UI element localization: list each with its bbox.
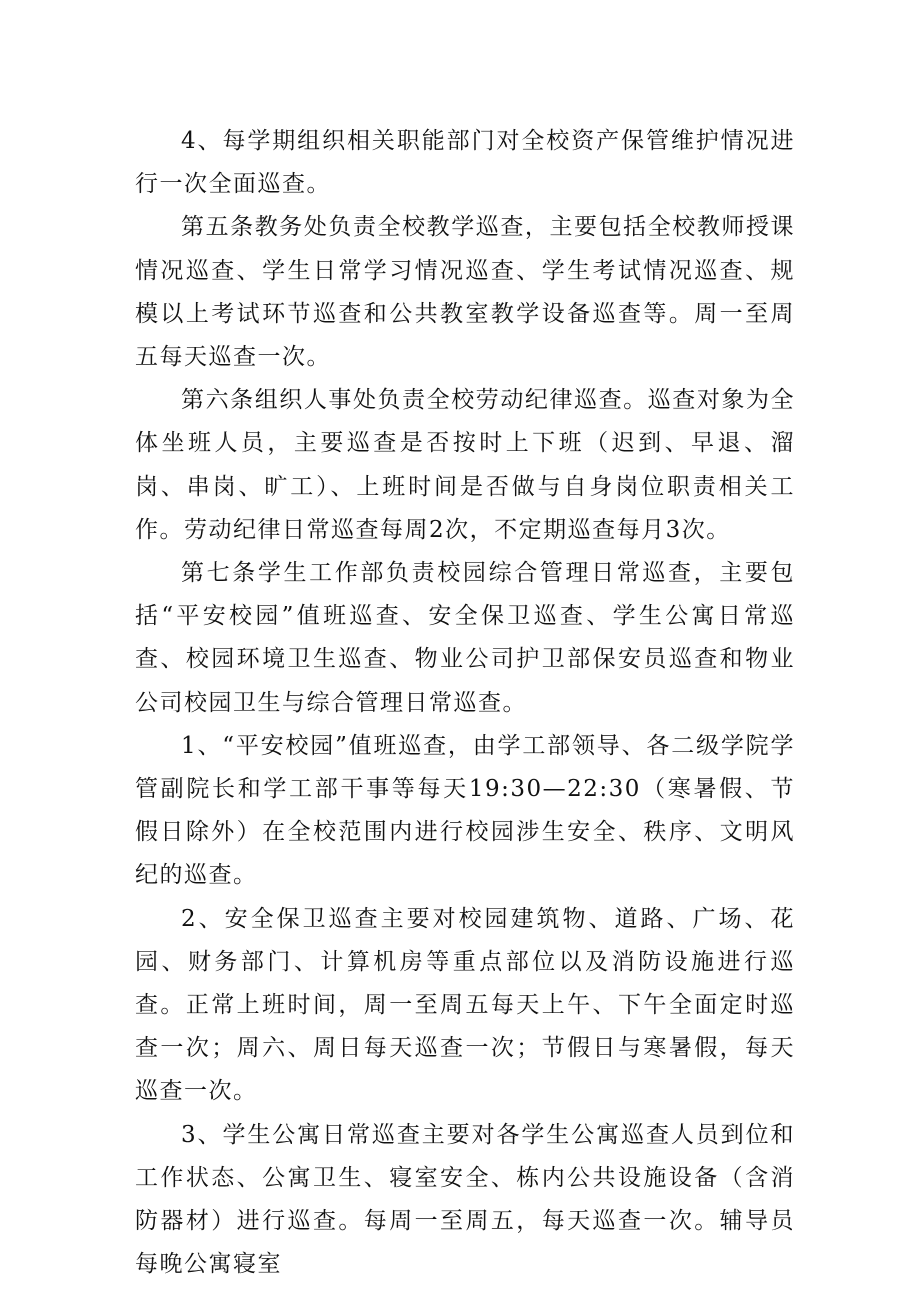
paragraph-item-3: 3、学生公寓日常巡查主要对各学生公寓巡查人员到位和工作状态、公寓卫生、寝室安全、栋内公共设施设备（含消防器材）进行巡查。每周一至周五，每天巡查一次。辅导员每晚公寓寝室 [135,1121,795,1278]
paragraph-article-5: 第五条教务处负责全校教学巡查，主要包括全校教师授课情况巡查、学生日常学习情况巡查、学生考试情况巡查、规模以上考试环节巡查和公共教室教学设备巡查等。周一至周五每天巡查一次。 [135,214,795,371]
document-body [135,120,795,1286]
paragraph-item-1: 1、“平安校园”值班巡查，由学工部领导、各二级学院学管副院长和学工部干事等每天19:30—22:30（寒暑假、节假日除外）在全校范围内进行校园涉生安全、秩序、文明风纪的巡查。 [135,732,795,889]
paragraph-item-2: 2、安全保卫巡查主要对校园建筑物、道路、广场、花园、财务部门、计算机房等重点部位以及消防设施进行巡查。正常上班时间，周一至周五每天上午、下午全面定时巡查一次；周六、周日每天巡查一次；节假日与寒暑假，每天巡查一次。 [135,905,795,1105]
paragraph-article-6: 第六条组织人事处负责全校劳动纪律巡查。巡查对象为全体坐班人员，主要巡查是否按时上下班（迟到、早退、溜岗、串岗、旷工）、上班时间是否做与自身岗位职责相关工作。劳动纪律日常巡查每周2次，不定期巡查每月3次。 [135,387,795,543]
paragraph-asset-inspection: 4、每学期组织相关职能部门对全校资产保管维护情况进行一次全面巡查。 [135,128,795,198]
paragraph-article-7: 第七条学生工作部负责校园综合管理日常巡查，主要包括“平安校园”值班巡查、安全保卫巡查、学生公寓日常巡查、校园环境卫生巡查、物业公司护卫部保安员巡查和物业公司校园卫生与综合管理日常巡查。 [135,560,795,716]
